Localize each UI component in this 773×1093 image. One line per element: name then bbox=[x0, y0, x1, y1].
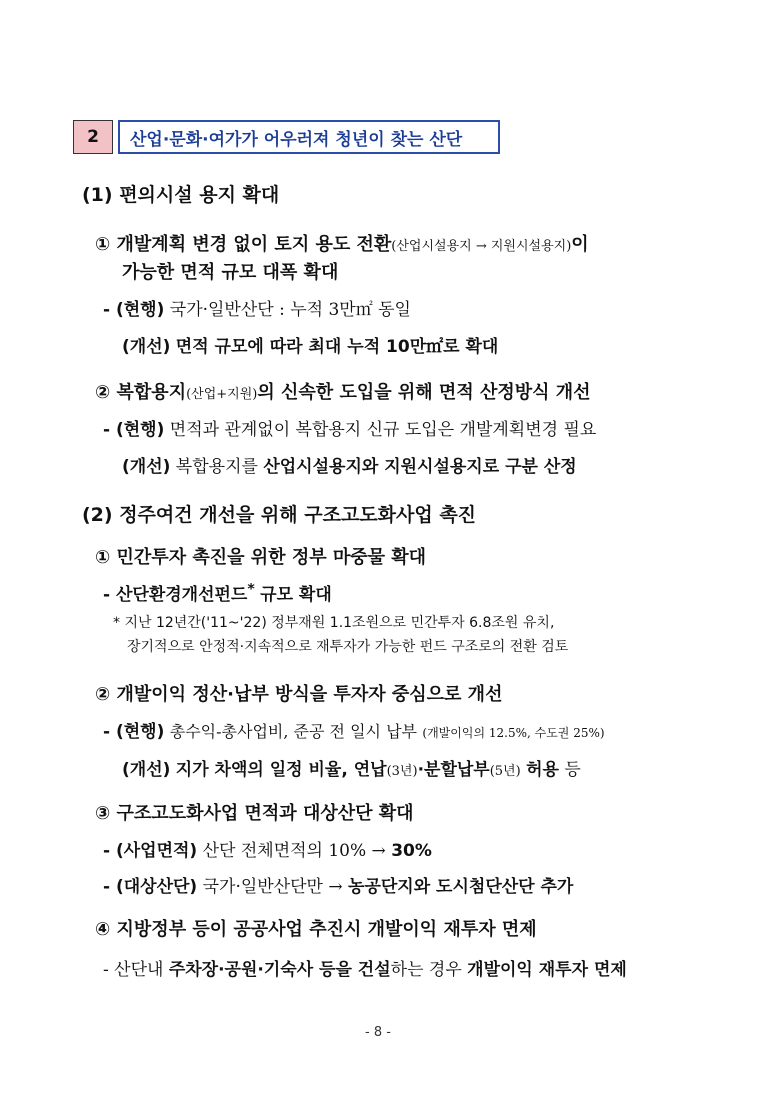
item-1-2-improved: (개선) 복합용지를 산업시설용지와 지원시설용지로 구분 산정 bbox=[122, 457, 577, 477]
item-1-1-current: - (현행) 국가·일반산단 : 누적 3만㎡ 동일 bbox=[103, 300, 411, 320]
item-2-4-detail: - 산단내 주차장·공원·기숙사 등을 건설하는 경우 개발이익 재투자 면제 bbox=[103, 960, 627, 980]
section-title-box bbox=[118, 120, 500, 154]
item-2-3-target: - (대상산단) 국가·일반산단만 → 농공단지와 도시첨단산단 추가 bbox=[103, 877, 574, 897]
item-marker: ④ bbox=[95, 919, 111, 940]
section-number: 2 bbox=[87, 127, 99, 147]
subsection-2-heading: (2) 정주여건 개선을 위해 구조고도화사업 촉진 bbox=[82, 504, 477, 526]
page-number: - 8 - bbox=[365, 1025, 391, 1040]
section-number-box bbox=[73, 120, 113, 154]
item-marker: ② bbox=[95, 684, 111, 705]
section-title: 산업·문화·여가가 어우러져 청년이 찾는 산단 bbox=[130, 129, 463, 150]
item-2-1-bullet: - 산단환경개선펀드* 규모 확대 bbox=[103, 581, 332, 605]
item-marker: ① bbox=[95, 234, 111, 255]
item-2-1-note-line2: 장기적으로 안정적·지속적으로 재투자가 가능한 펀드 구조로의 전환 검토 bbox=[127, 639, 569, 655]
item-2-3-title: ③ 구조고도화사업 면적과 대상산단 확대 bbox=[95, 803, 414, 824]
item-2-4-title: ④ 지방정부 등이 공공사업 추진시 개발이익 재투자 면제 bbox=[95, 919, 537, 940]
subsection-1-heading: (1) 편의시설 용지 확대 bbox=[82, 184, 280, 206]
item-2-1-title: ① 민간투자 촉진을 위한 정부 마중물 확대 bbox=[95, 547, 427, 568]
item-1-1-title: ① 개발계획 변경 없이 토지 용도 전환(산업시설용지 → 지원시설용지)이 bbox=[95, 234, 589, 255]
item-marker: ② bbox=[95, 382, 111, 403]
item-2-2-improved: (개선) 지가 차액의 일정 비율, 연납(3년)·분할납부(5년) 허용 등 bbox=[122, 760, 581, 780]
item-marker: ③ bbox=[95, 803, 111, 824]
item-1-2-current: - (현행) 면적과 관계없이 복합용지 신규 도입은 개발계획변경 필요 bbox=[103, 420, 597, 440]
item-1-1-improved: (개선) 면적 규모에 따라 최대 누적 10만㎡로 확대 bbox=[122, 337, 499, 357]
item-2-3-area: - (사업면적) 산단 전체면적의 10% → 30% bbox=[103, 841, 432, 861]
item-2-1-note-line1: * 지난 12년간('11~'22) 정부재원 1.1조원으로 민간투자 6.8조원 유치, bbox=[113, 615, 555, 631]
item-marker: ① bbox=[95, 547, 111, 568]
item-2-2-title: ② 개발이익 정산·납부 방식을 투자자 중심으로 개선 bbox=[95, 684, 503, 705]
item-1-2-title: ② 복합용지(산업+지원)의 신속한 도입을 위해 면적 산정방식 개선 bbox=[95, 382, 591, 403]
item-2-2-current: - (현행) 총수익-총사업비, 준공 전 일시 납부 (개발이익의 12.5%, 수도권 25%) bbox=[103, 722, 605, 742]
item-1-1-title-line2: 가능한 면적 규모 대폭 확대 bbox=[122, 262, 339, 283]
